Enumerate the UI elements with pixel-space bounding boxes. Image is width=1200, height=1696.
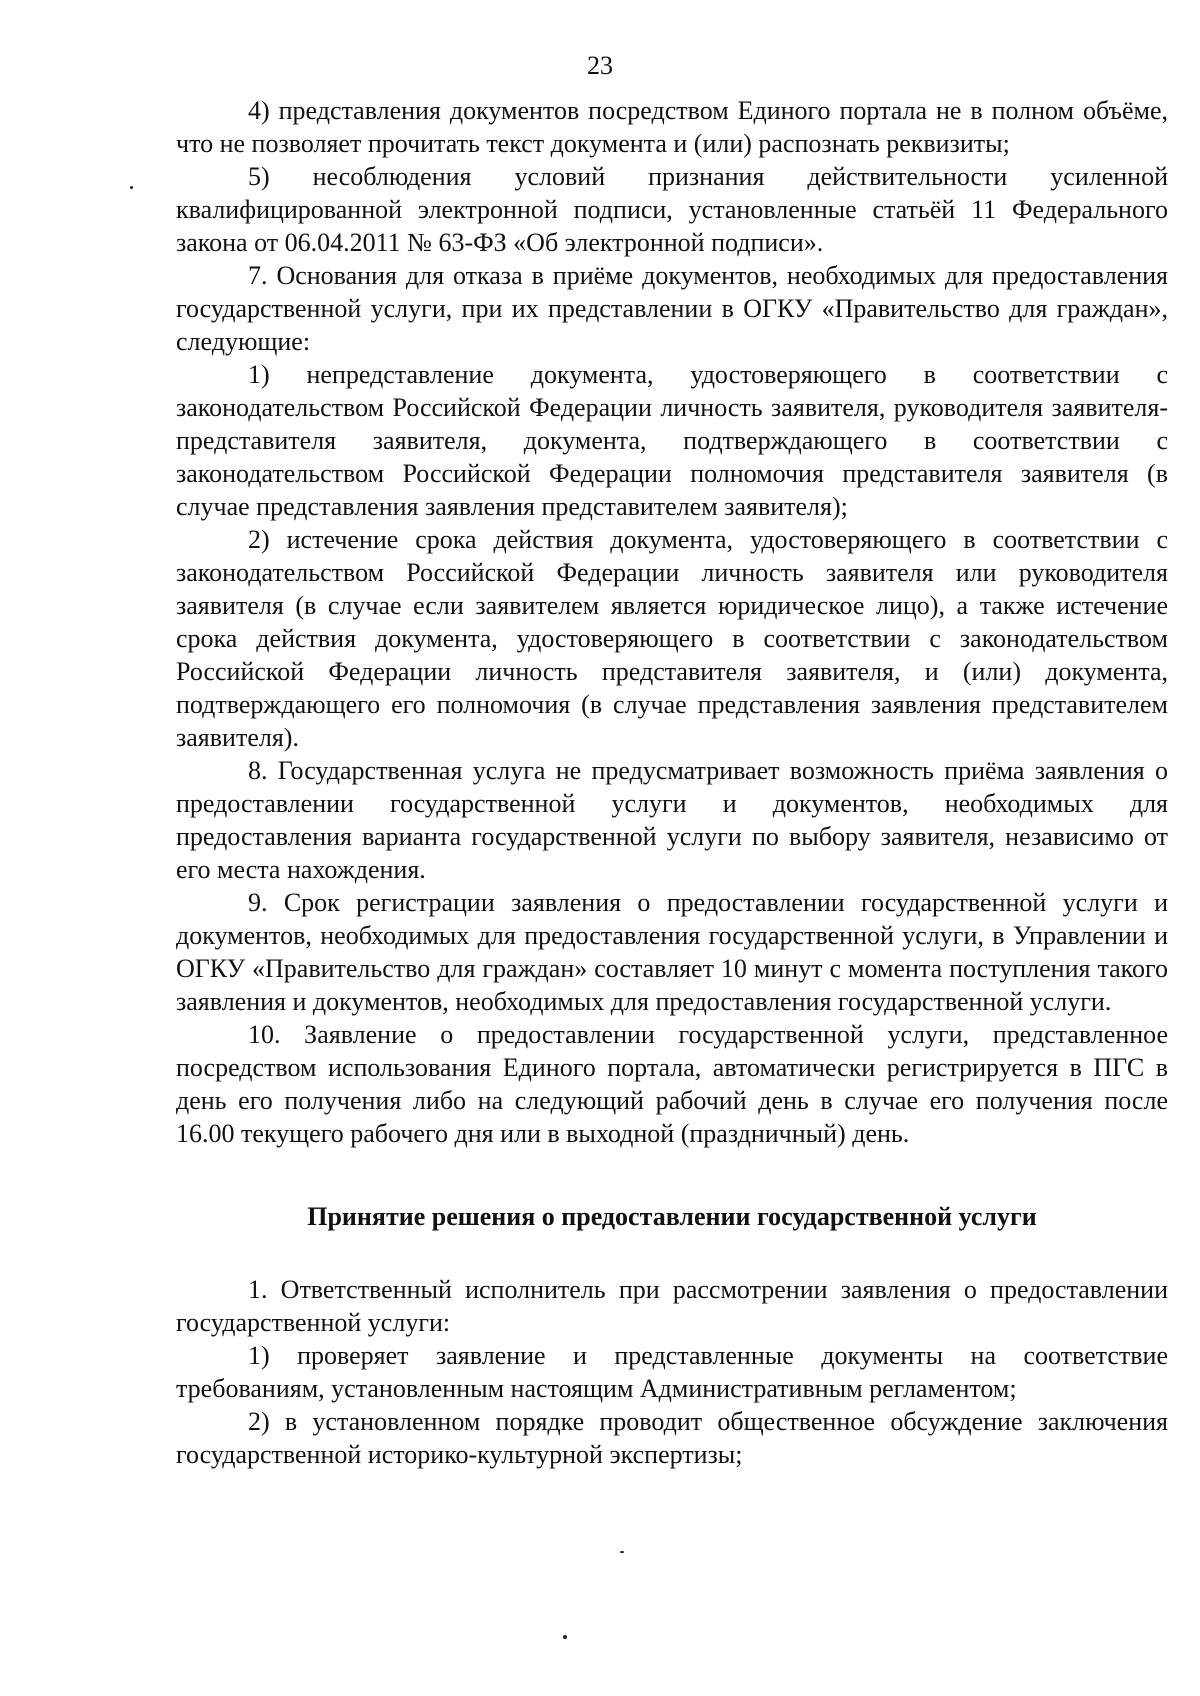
paragraph-decision-item-2-public-discussion: 2) в установленном порядке проводит общественное обсуждение заключения государственной историко-культурной экспертизы;	[176, 1407, 1168, 1469]
paragraph-decision-1-responsible-executor: 1. Ответственный исполнитель при рассмотрении заявления о предоставлении государственной услуги:	[176, 1275, 1168, 1337]
paragraph-7-item-2-expired-document: 2) истечение срока действия документа, удостоверяющего в соответствии с законодательством Российской Федерации личность заявителя или руководителя заявителя (в случае если заявителем является юридическое лицо), а также истечение срока действия документа, удостоверяющего в соответствии с законодательством Российской Федерации личность представителя заявителя, и (или) документа, подтверждающего его полномочия (в случае представления заявления представителем заявителя).	[176, 525, 1168, 752]
paragraph-7-item-1-missing-document: 1) непредставление документа, удостоверяющего в соответствии с законодательством Российской Федерации личность заявителя, руководителя заявителя-представителя заявителя, документа, подтверждающего в соответствии с законодательством Российской Федерации полномочия представителя заявителя (в случае представления заявления представителем заявителя);	[176, 360, 1168, 521]
paragraph-10-portal-registration: 10. Заявление о предоставлении государственной услуги, представленное посредством использования Единого портала, автоматически регистрируется в ПГС в день его получения либо на следующий рабочий день в случае его получения после 16.00 текущего рабочего дня или в выходной (праздничный) день.	[176, 1020, 1168, 1148]
page-number: 23	[587, 51, 613, 80]
section-heading: Принятие решения о предоставлении государственной услуги	[307, 1202, 1037, 1231]
scan-speck	[620, 1551, 624, 1553]
paragraph-7-grounds-for-refusal: 7. Основания для отказа в приёме документов, необходимых для предоставления государственной услуги, при их представлении в ОГКУ «Правительство для граждан», следующие:	[176, 261, 1168, 356]
scan-speck	[563, 1635, 567, 1639]
paragraph-8-extraterritorial-principle: 8. Государственная услуга не предусматривает возможность приёма заявления о предоставлении государственной услуги и документов, необходимых для предоставления варианта государственной услуги по выбору заявителя, независимо от его места нахождения.	[176, 756, 1168, 884]
paragraph-item-5-signature-conditions: 5) несоблюдения условий признания действительности усиленной квалифицированной электронной подписи, установленные статьёй 11 Федерального закона от 06.04.2011 № 63-ФЗ «Об электронной подписи».	[176, 162, 1168, 257]
scan-speck	[130, 186, 133, 189]
document-body	[176, 94, 1168, 1471]
paragraph-9-registration-period: 9. Срок регистрации заявления о предоставлении государственной услуги и документов, необходимых для предоставления государственной услуги, в Управлении и ОГКУ «Правительство для граждан» составляет 10 минут с момента поступления такого заявления и документов, необходимых для предоставления государственной услуги.	[176, 888, 1168, 1016]
paragraph-decision-item-1-checks-application: 1) проверяет заявление и представленные документы на соответствие требованиям, установленным настоящим Административным регламентом;	[176, 1341, 1168, 1403]
paragraph-item-4-incomplete-documents: 4) представления документов посредством Единого портала не в полном объёме, что не позволяет прочитать текст документа и (или) распознать реквизиты;	[176, 96, 1168, 158]
